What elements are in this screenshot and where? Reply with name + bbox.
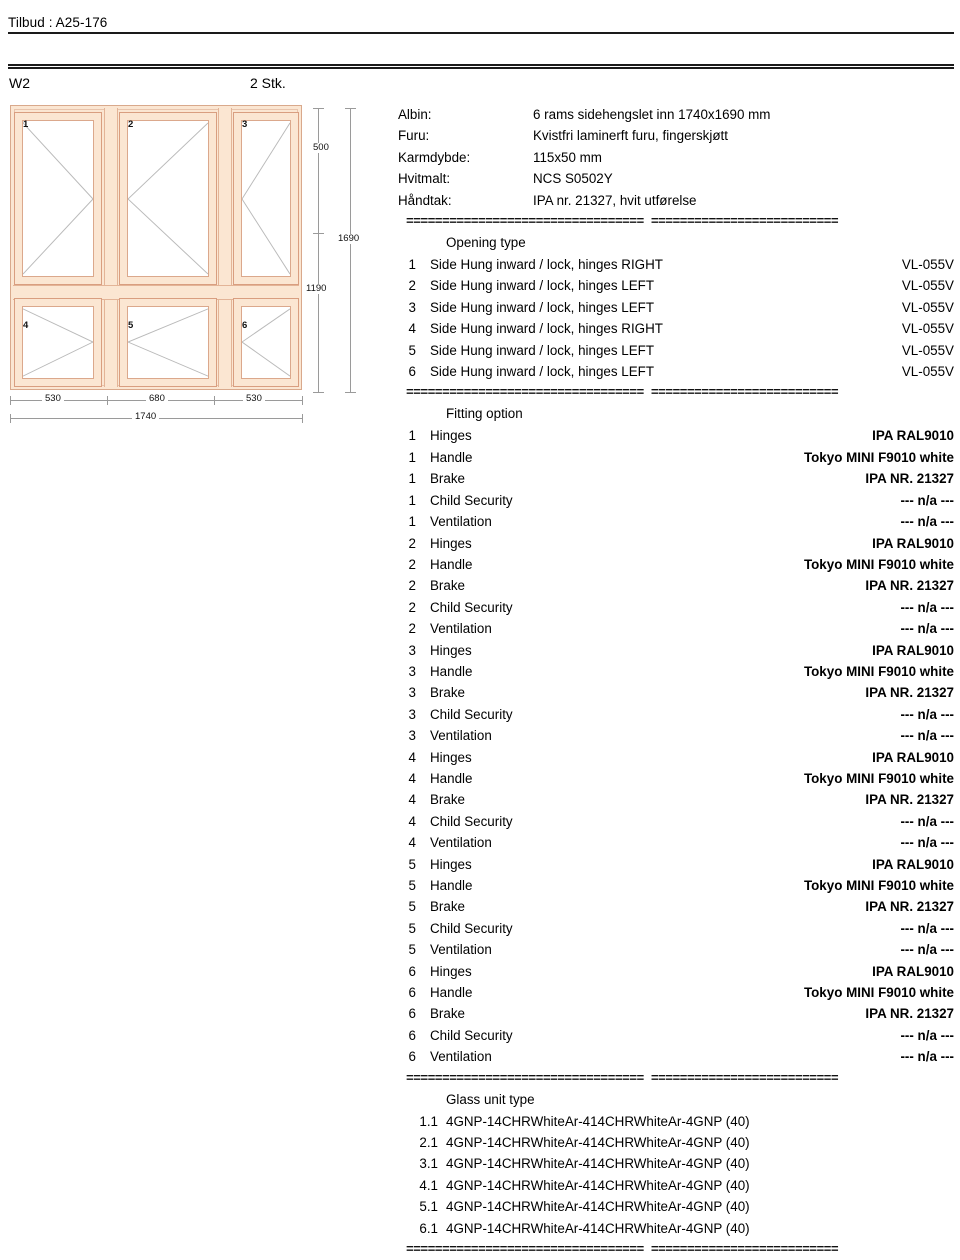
- fitting-index: 3: [408, 642, 416, 658]
- dim-tick: [10, 396, 11, 405]
- opening-value: VL-055V: [901, 342, 954, 358]
- dim-width-right: 530: [243, 394, 265, 404]
- opening-label: Side Hung inward / lock, hinges LEFT: [430, 342, 655, 358]
- fitting-index: 6: [408, 985, 416, 1001]
- opening-row: [398, 297, 954, 318]
- fitting-label: Handle: [430, 556, 473, 572]
- fitting-row: [398, 640, 954, 661]
- fitting-row: [398, 961, 954, 982]
- fitting-label: Hinges: [430, 749, 472, 765]
- glass-index: 1.1: [419, 1113, 438, 1129]
- fitting-index: 5: [408, 920, 416, 936]
- glass-pane-3: [241, 120, 291, 277]
- fitting-row: [398, 575, 954, 596]
- opening-index: 5: [408, 342, 416, 358]
- fitting-label: Brake: [430, 578, 465, 594]
- glass-row: [398, 1111, 954, 1132]
- fitting-index: 3: [408, 685, 416, 701]
- property-key: Furu:: [398, 128, 430, 144]
- sash-number-2: 2: [128, 119, 134, 130]
- section-separator: ================================= ==========================: [406, 1070, 839, 1086]
- fitting-label: Handle: [430, 878, 473, 893]
- fitting-row: [398, 854, 954, 875]
- fitting-value: --- n/a ---: [900, 728, 954, 744]
- fitting-row: [398, 1046, 954, 1067]
- opening-index: 1: [408, 257, 416, 273]
- property-value: IPA nr. 21327, hvit utførelse: [533, 192, 697, 208]
- fitting-label: Brake: [430, 1006, 465, 1022]
- fitting-label: Hinges: [430, 642, 472, 658]
- dim-height-total: 1690: [335, 234, 362, 244]
- sash-number-4: 4: [23, 319, 29, 331]
- fitting-label: Ventilation: [430, 514, 492, 530]
- fitting-value: --- n/a ---: [900, 599, 954, 615]
- sash-5[interactable]: [119, 298, 217, 387]
- glass-unit-heading: Glass unit type: [446, 1091, 535, 1107]
- fitting-row: [398, 533, 954, 554]
- sash-number-6: 6: [242, 319, 248, 331]
- dim-tick: [313, 233, 324, 234]
- fitting-value: IPA RAL9010: [872, 749, 954, 765]
- fitting-value: IPA NR. 21327: [865, 792, 954, 808]
- fitting-row: [398, 618, 954, 639]
- fitting-index: 5: [408, 856, 416, 872]
- dim-tick: [214, 396, 215, 405]
- dim-tick: [313, 108, 324, 109]
- fitting-value: Tokyo MINI F9010 white: [803, 449, 954, 465]
- opening-value: VL-055V: [901, 364, 954, 380]
- opening-index: 3: [408, 299, 416, 315]
- glass-label: 4GNP-14CHRWhiteAr-414CHRWhiteAr-4GNP (40): [446, 1220, 750, 1236]
- fitting-index: 6: [408, 1049, 416, 1065]
- fitting-value: IPA NR. 21327: [865, 685, 954, 701]
- fitting-index: 2: [408, 556, 416, 572]
- glass-index: 2.1: [419, 1135, 438, 1151]
- opening-label: Side Hung inward / lock, hinges LEFT: [430, 278, 655, 294]
- fitting-label: Ventilation: [430, 1049, 492, 1065]
- glass-row: [398, 1153, 954, 1174]
- fitting-row: [398, 1025, 954, 1046]
- fitting-index: 2: [408, 599, 416, 615]
- glass-row: [398, 1132, 954, 1153]
- fitting-row: [398, 939, 954, 960]
- opening-type-heading: Opening type: [446, 235, 526, 251]
- fitting-row: [398, 511, 954, 532]
- fitting-value: --- n/a ---: [900, 813, 954, 829]
- dim-width-left: 530: [42, 394, 64, 404]
- glass-index: 3.1: [419, 1156, 438, 1172]
- fitting-index: 5: [408, 878, 416, 893]
- fitting-label: Ventilation: [430, 942, 492, 958]
- fitting-index: 4: [408, 813, 416, 829]
- fitting-value: IPA NR. 21327: [865, 578, 954, 594]
- fitting-index: 3: [408, 706, 416, 722]
- hinge-indicator-5-icon: [128, 307, 208, 378]
- fitting-index: 6: [408, 963, 416, 979]
- fitting-label: Hinges: [430, 535, 472, 551]
- property-value: 115x50 mm: [533, 149, 602, 165]
- opening-row: [398, 254, 954, 275]
- glass-row: [398, 1218, 954, 1239]
- opening-value: VL-055V: [901, 278, 954, 294]
- fitting-label: Handle: [430, 985, 473, 1001]
- glass-row: [398, 1175, 954, 1196]
- glass-pane-1: [22, 120, 94, 277]
- fitting-index: 4: [408, 835, 416, 851]
- fitting-row: [398, 447, 954, 468]
- fitting-row: [398, 661, 954, 682]
- fitting-label: Child Security: [430, 1027, 513, 1043]
- header-divider-mid: [8, 64, 954, 66]
- fitting-index: 2: [408, 578, 416, 594]
- fitting-label: Child Security: [430, 599, 513, 615]
- fitting-value: --- n/a ---: [900, 492, 954, 508]
- glass-index: 6.1: [419, 1220, 438, 1236]
- sash-1[interactable]: [14, 112, 102, 285]
- fitting-index: 6: [408, 1006, 416, 1022]
- fitting-row: [398, 682, 954, 703]
- fitting-label: Hinges: [430, 963, 472, 979]
- fitting-row: [398, 597, 954, 618]
- property-row: [398, 104, 954, 125]
- item-code: W2: [9, 75, 30, 91]
- fitting-value: IPA RAL9010: [872, 428, 954, 444]
- header-divider-top: [8, 32, 954, 34]
- property-value: Kvistfri laminerft furu, fingerskjøtt: [533, 128, 728, 144]
- fitting-index: 2: [408, 535, 416, 551]
- glass-label: 4GNP-14CHRWhiteAr-414CHRWhiteAr-4GNP (40): [446, 1113, 750, 1129]
- fitting-value: IPA NR. 21327: [865, 471, 954, 487]
- fitting-row: [398, 704, 954, 725]
- fitting-label: Handle: [430, 663, 473, 679]
- mullion-right: [218, 108, 232, 387]
- fitting-label: Brake: [430, 685, 465, 701]
- opening-label: Side Hung inward / lock, hinges RIGHT: [430, 321, 663, 337]
- fitting-row: [398, 832, 954, 853]
- opening-label: Side Hung inward / lock, hinges RIGHT: [430, 257, 663, 273]
- opening-label: Side Hung inward / lock, hinges LEFT: [430, 299, 655, 315]
- fitting-row: [398, 768, 954, 789]
- fitting-index: 1: [408, 428, 416, 444]
- dim-tick: [302, 396, 303, 405]
- property-row: [398, 147, 954, 168]
- property-row: [398, 125, 954, 146]
- opening-row: [398, 361, 954, 382]
- sash-2[interactable]: [119, 112, 217, 285]
- fitting-value: IPA RAL9010: [872, 963, 954, 979]
- glass-label: 4GNP-14CHRWhiteAr-414CHRWhiteAr-4GNP (40): [446, 1156, 750, 1172]
- item-quantity: 2 Stk.: [250, 75, 286, 91]
- fitting-value: --- n/a ---: [900, 920, 954, 936]
- glass-pane-4: [22, 306, 94, 379]
- fitting-value: Tokyo MINI F9010 white: [803, 985, 954, 1001]
- glass-row: [398, 1196, 954, 1217]
- fitting-row: [398, 811, 954, 832]
- property-list: [398, 104, 954, 211]
- specification-panel: [398, 104, 954, 1260]
- fitting-index: 4: [408, 770, 416, 786]
- fitting-row: [398, 789, 954, 810]
- sash-4[interactable]: [14, 298, 102, 387]
- fitting-value: --- n/a ---: [900, 621, 954, 637]
- fitting-index: 4: [408, 749, 416, 765]
- dim-tick: [345, 392, 356, 393]
- fitting-index: 5: [408, 942, 416, 958]
- dim-tick: [107, 396, 108, 405]
- glass-pane-6: [241, 306, 291, 379]
- fitting-value: Tokyo MINI F9010 white: [803, 663, 954, 679]
- fitting-label: Child Security: [430, 920, 513, 936]
- fitting-option-list: [398, 425, 954, 1067]
- glass-pane-5: [127, 306, 209, 379]
- window-elevation-drawing: [0, 100, 390, 435]
- hinge-indicator-1-icon: [23, 121, 93, 276]
- fitting-row: [398, 725, 954, 746]
- fitting-value: --- n/a ---: [900, 1049, 954, 1065]
- fitting-value: --- n/a ---: [900, 1027, 954, 1043]
- dim-height-upper: 500: [310, 143, 332, 153]
- fitting-index: 1: [408, 471, 416, 487]
- fitting-label: Brake: [430, 792, 465, 808]
- fitting-label: Brake: [430, 899, 465, 915]
- fitting-value: --- n/a ---: [900, 706, 954, 722]
- glass-label: 4GNP-14CHRWhiteAr-414CHRWhiteAr-4GNP (40): [446, 1199, 750, 1215]
- dim-vert-total-line: [350, 108, 351, 392]
- fitting-value: --- n/a ---: [900, 835, 954, 851]
- fitting-label: Hinges: [430, 428, 472, 444]
- dim-width-middle: 680: [146, 394, 168, 404]
- opening-value: VL-055V: [901, 299, 954, 315]
- fitting-row: [398, 982, 954, 1003]
- dim-width-total: 1740: [132, 412, 159, 422]
- fitting-row: [398, 490, 954, 511]
- fitting-value: --- n/a ---: [900, 942, 954, 958]
- fitting-option-heading: Fitting option: [446, 406, 523, 422]
- fitting-label: Ventilation: [430, 835, 492, 851]
- property-value: 6 rams sidehengslet inn 1740x1690 mm: [533, 107, 771, 122]
- fitting-index: 4: [408, 792, 416, 808]
- fitting-index: 1: [408, 514, 416, 530]
- dim-tick: [10, 414, 11, 423]
- fitting-label: Child Security: [430, 492, 513, 508]
- glass-unit-list: [398, 1111, 954, 1239]
- hinge-indicator-2-icon: [128, 121, 208, 276]
- dim-tick: [313, 392, 324, 393]
- glass-label: 4GNP-14CHRWhiteAr-414CHRWhiteAr-4GNP (40): [446, 1177, 750, 1193]
- fitting-row: [398, 1003, 954, 1024]
- fitting-index: 1: [408, 449, 416, 465]
- property-key: Albin:: [398, 107, 432, 122]
- fitting-row: [398, 747, 954, 768]
- property-row: [398, 168, 954, 189]
- page-title: Tilbud : A25-176: [8, 15, 108, 30]
- opening-row: [398, 340, 954, 361]
- fitting-index: 1: [408, 492, 416, 508]
- hinge-indicator-6-icon: [242, 307, 290, 378]
- glass-pane-2: [127, 120, 209, 277]
- dim-tick: [302, 414, 303, 423]
- section-separator: ================================= ==========================: [406, 1242, 839, 1258]
- section-separator: ================================= ==========================: [406, 385, 839, 401]
- fitting-index: 3: [408, 663, 416, 679]
- hinge-indicator-3-icon: [242, 121, 290, 276]
- fitting-index: 3: [408, 728, 416, 744]
- fitting-value: IPA NR. 21327: [865, 1006, 954, 1022]
- glass-index: 4.1: [419, 1177, 438, 1193]
- property-value: NCS S0502Y: [533, 171, 613, 187]
- fitting-row: [398, 896, 954, 917]
- fitting-value: --- n/a ---: [900, 514, 954, 530]
- fitting-index: 2: [408, 621, 416, 637]
- fitting-value: Tokyo MINI F9010 white: [803, 878, 954, 893]
- fitting-label: Child Security: [430, 813, 513, 829]
- dim-height-lower: 1190: [303, 284, 329, 294]
- opening-index: 6: [408, 364, 416, 380]
- sash-3[interactable]: [233, 112, 299, 285]
- opening-value: VL-055V: [901, 321, 954, 337]
- hinge-indicator-4-icon: [23, 307, 93, 378]
- property-key: Karmdybde:: [398, 149, 471, 165]
- fitting-label: Ventilation: [430, 728, 492, 744]
- fitting-row: [398, 918, 954, 939]
- fitting-row: [398, 468, 954, 489]
- sash-6[interactable]: [233, 298, 299, 387]
- fitting-value: IPA RAL9010: [872, 535, 954, 551]
- fitting-value: IPA NR. 21327: [865, 899, 954, 915]
- opening-value: VL-055V: [901, 257, 954, 273]
- property-key: Hvitmalt:: [398, 171, 451, 187]
- opening-type-list: [398, 254, 954, 382]
- sash-number-3: 3: [242, 119, 248, 130]
- opening-row: [398, 275, 954, 296]
- fitting-value: IPA RAL9010: [872, 856, 954, 872]
- fitting-row: [398, 875, 954, 896]
- fitting-value: IPA RAL9010: [872, 642, 954, 658]
- fitting-value: Tokyo MINI F9010 white: [803, 556, 954, 572]
- fitting-index: 5: [408, 899, 416, 915]
- fitting-label: Ventilation: [430, 621, 492, 637]
- property-row: [398, 190, 954, 211]
- property-key: Håndtak:: [398, 192, 452, 208]
- opening-index: 2: [408, 278, 416, 294]
- fitting-row: [398, 425, 954, 446]
- fitting-value: Tokyo MINI F9010 white: [803, 770, 954, 786]
- dim-tick: [345, 108, 356, 109]
- fitting-label: Brake: [430, 471, 465, 487]
- opening-index: 4: [408, 321, 416, 337]
- glass-label: 4GNP-14CHRWhiteAr-414CHRWhiteAr-4GNP (40): [446, 1135, 750, 1151]
- sash-number-5: 5: [128, 319, 134, 331]
- fitting-label: Handle: [430, 770, 473, 786]
- section-separator: ================================= ==========================: [406, 214, 839, 230]
- mullion-left: [104, 108, 118, 387]
- opening-label: Side Hung inward / lock, hinges LEFT: [430, 364, 655, 380]
- fitting-label: Child Security: [430, 706, 513, 722]
- fitting-label: Handle: [430, 449, 473, 465]
- fitting-row: [398, 554, 954, 575]
- glass-index: 5.1: [419, 1199, 438, 1215]
- sash-number-1: 1: [23, 119, 29, 130]
- fitting-index: 6: [408, 1027, 416, 1043]
- fitting-label: Hinges: [430, 856, 472, 872]
- opening-row: [398, 318, 954, 339]
- header-divider-bottom: [8, 67, 954, 69]
